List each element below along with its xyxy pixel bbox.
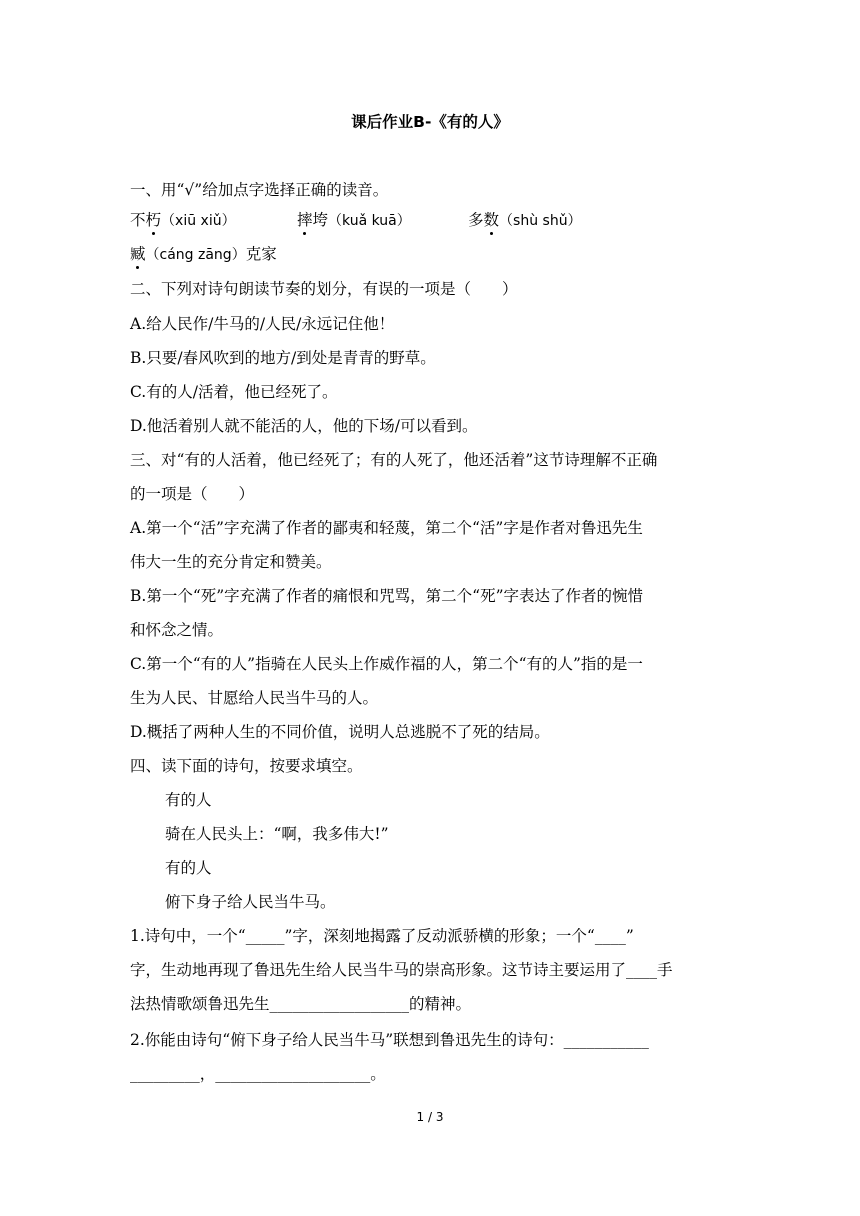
- q1-item-4-after: 克家: [245, 245, 277, 263]
- q1-item-1-pre: 不: [130, 211, 146, 229]
- q1-item-1: [130, 210, 236, 230]
- q1-item-2-dotted-char: 摔: [297, 211, 313, 229]
- q2-option-b: B.只要/春风吹到的地方/到处是青青的野草。: [130, 349, 436, 367]
- q2-option-c: C.有的人/活着，他已经死了。: [130, 383, 338, 401]
- q3-line-7: C.第一个“有的人”指骑在人民头上作威作福的人，第二个“有的人”指的是一: [130, 655, 643, 673]
- q1-item-4: [130, 244, 277, 264]
- document-title: 课后作业B-《有的人》: [351, 113, 509, 131]
- q1-item-2: [297, 210, 411, 230]
- q3-line-2: 的一项是（ ）: [130, 485, 255, 503]
- poem-line-1: 有的人: [165, 791, 212, 809]
- q1-item-4-dotted-char: 臧: [130, 245, 146, 263]
- q1-item-1-pinyin: （xiū xiǔ）: [161, 213, 236, 229]
- q1-item-1-dotted-char: 朽: [145, 211, 162, 229]
- poem-line-3: 有的人: [165, 859, 212, 877]
- q2-option-a: A.给人民作/牛马的/人民/永远记住他！: [130, 315, 395, 333]
- q1-item-3: [468, 210, 582, 230]
- q1-item-3-pinyin: （shù shǔ）: [499, 213, 582, 229]
- q3-line-1: 三、对“有的人活着，他已经死了；有的人死了，他还活着”这节诗理解不正确: [130, 451, 658, 469]
- poem-line-4: 俯下身子给人民当牛马。: [165, 893, 336, 911]
- q4-sub-line-2: 字，生动地再现了鲁迅先生给人民当牛马的崇高形象。这节诗主要运用了____手: [130, 961, 673, 979]
- q3-line-5: B.第一个“死”字充满了作者的痛恨和咒骂，第二个“死”字表达了作者的惋惜: [130, 587, 644, 605]
- q3-line-9: D.概括了两种人生的不同价值，说明人总逃脱不了死的结局。: [130, 723, 550, 741]
- q1-heading: 一、用“√”给加点字选择正确的读音。: [130, 181, 389, 199]
- q1-item-2-pinyin: （kuǎ kuā）: [328, 213, 411, 229]
- q2-option-d: D.他活着别人就不能活的人，他的下场/可以看到。: [130, 417, 478, 435]
- q4-heading: 四、读下面的诗句，按要求填空。: [130, 757, 363, 775]
- q1-item-2-post: 垮: [312, 211, 329, 229]
- page-number: 1 / 3: [416, 1110, 444, 1124]
- q1-item-3-pre: 多: [468, 211, 484, 229]
- q3-line-8: 生为人民、甘愿给人民当牛马的人。: [130, 689, 379, 707]
- q2-heading: 二、下列对诗句朗读节奏的划分，有误的一项是（ ）: [130, 280, 518, 298]
- q3-line-3: A.第一个“活”字充满了作者的鄙夷和轻蔑，第二个“活”字是作者对鲁迅先生: [130, 519, 643, 537]
- q3-line-4: 伟大一生的充分肯定和赞美。: [130, 553, 332, 571]
- q4-sub-line-4: 2.你能由诗句“俯下身子给人民当牛马”联想到鲁迅先生的诗句：___________: [130, 1031, 649, 1049]
- q4-sub-line-1: 1.诗句中，一个“_____”字，深刻地揭露了反动派骄横的形象；一个“____”: [130, 927, 634, 945]
- poem-line-2: 骑在人民头上：“啊，我多伟大!”: [165, 825, 389, 843]
- q3-line-6: 和怀念之情。: [130, 621, 224, 639]
- q1-item-3-dotted-char: 数: [483, 211, 500, 229]
- q1-item-4-pinyin: （cáng zāng）: [145, 247, 246, 263]
- q4-sub-line-5: _________，____________________。: [130, 1065, 386, 1083]
- q4-sub-line-3: 法热情歌颂鲁迅先生__________________的精神。: [130, 995, 472, 1013]
